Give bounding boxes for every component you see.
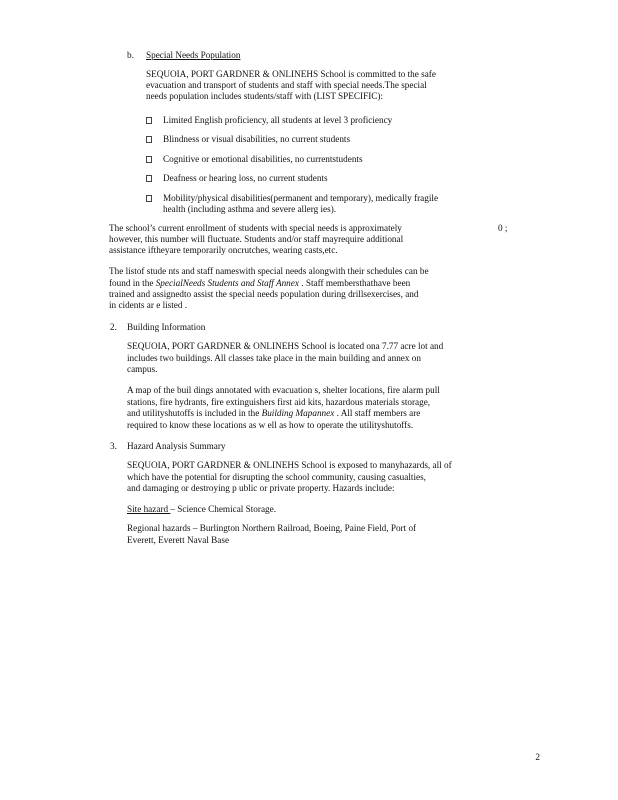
building-para-line-1: SEQUOIA, PORT GARDNER & ONLINEHS School is located ona 7.77 acre lot and	[127, 341, 444, 351]
checkbox-icon	[146, 136, 152, 143]
section-3-label: 3.	[110, 441, 117, 451]
map-para-line-4: required to know these locations as w ell as how to operate the utilityshutoffs.	[127, 420, 414, 430]
site-hazard-text: – Science Chemical Storage.	[170, 504, 276, 514]
special-needs-para-line-3: needs population includes students/staff with (LIST SPECIFIC):	[146, 91, 383, 101]
building-map-annex-reference: Building Mapannex	[261, 408, 335, 418]
hazard-para-line-2: which have the potential for disrupting the school community, causing casualties,	[127, 472, 426, 482]
map-para-line-3-c: . All staff members are	[334, 408, 421, 418]
staff-list-line-2	[109, 278, 410, 289]
special-needs-para-line-1: SEQUOIA, PORT GARDNER & ONLINEHS School is committed to the safe	[146, 69, 436, 79]
regional-hazards-line-2: Everett, Everett Naval Base	[127, 535, 230, 545]
enrollment-line-3: assistance iftheyare temporarily oncrutches, wearing casts,etc.	[109, 245, 338, 255]
special-needs-para-line-2: evacuation and transport of students and staff with special needs.The special	[146, 80, 427, 90]
checkbox-icon	[146, 156, 152, 163]
section-b-heading: Special Needs Population	[146, 50, 241, 60]
map-para-line-3	[127, 408, 420, 419]
building-para-line-2: includes two buildings. All classes take place in the main building and annex on	[127, 353, 421, 363]
site-hazard-label: Site hazard	[127, 504, 171, 514]
bullet-blindness: Blindness or visual disabilities, no current students	[163, 134, 351, 144]
bullet-english-proficiency: Limited English proficiency, all students at level 3 proficiency	[163, 115, 393, 125]
staff-list-line-4: in cidents ar e listed .	[109, 300, 188, 310]
section-3-heading: Hazard Analysis Summary	[127, 441, 226, 451]
staff-list-line-1: The listof stude nts and staff nameswith special needs alongwith their schedules can be	[109, 266, 429, 276]
checkbox-icon	[146, 175, 152, 182]
staff-list-line-3: trained and assignedto assist the special needs population during drillsexercises, and	[109, 289, 419, 299]
building-para-line-3: campus.	[127, 364, 158, 374]
bullet-deafness: Deafness or hearing loss, no current students	[163, 173, 328, 183]
page-number: 2	[535, 752, 540, 762]
site-hazard-line	[127, 504, 276, 515]
regional-hazards-line-1: Regional hazards – Burlington Northern Railroad, Boeing, Paine Field, Port of	[127, 523, 417, 533]
section-b-label: b.	[127, 50, 134, 60]
bullet-cognitive: Cognitive or emotional disabilities, no currentstudents	[163, 154, 363, 164]
enrollment-line-1: The school’s current enrollment of students with special needs is approximately	[109, 223, 402, 233]
map-para-line-1: A map of the buil dings annotated with evacuation s, shelter locations, fire alarm pull	[127, 385, 440, 395]
map-para-line-3-a: and utilityshutoffs is included in the	[127, 408, 262, 418]
checkbox-icon	[146, 117, 152, 124]
enrollment-value: 0 ;	[498, 223, 508, 233]
bullet-mobility-line-1: Mobility/physical disabilities(permanent and temporary), medically fragile	[163, 193, 439, 203]
section-2-label: 2.	[110, 322, 117, 332]
hazard-para-line-3: and damaging or destroying p ublic or private property. Hazards include:	[127, 483, 395, 493]
staff-list-line-2-a: found in the	[109, 278, 156, 288]
bullet-mobility-line-2: health (including asthma and severe allerg ies).	[163, 204, 337, 214]
checkbox-icon	[146, 195, 152, 202]
map-para-line-2: stations, fire hydrants, fire extinguishers first aid kits, hazardous materials storage,	[127, 397, 431, 407]
section-2-heading: Building Information	[127, 322, 206, 332]
staff-list-line-2-c: . Staff membersthathave been	[298, 278, 411, 288]
hazard-para-line-1: SEQUOIA, PORT GARDNER & ONLINEHS School is exposed to manyhazards, all of	[127, 460, 452, 470]
enrollment-line-2: however, this number will fluctuate. Students and/or staff mayrequire additional	[109, 234, 404, 244]
special-needs-annex-reference: SpecialNeeds Students and Staff Annex	[155, 278, 299, 288]
